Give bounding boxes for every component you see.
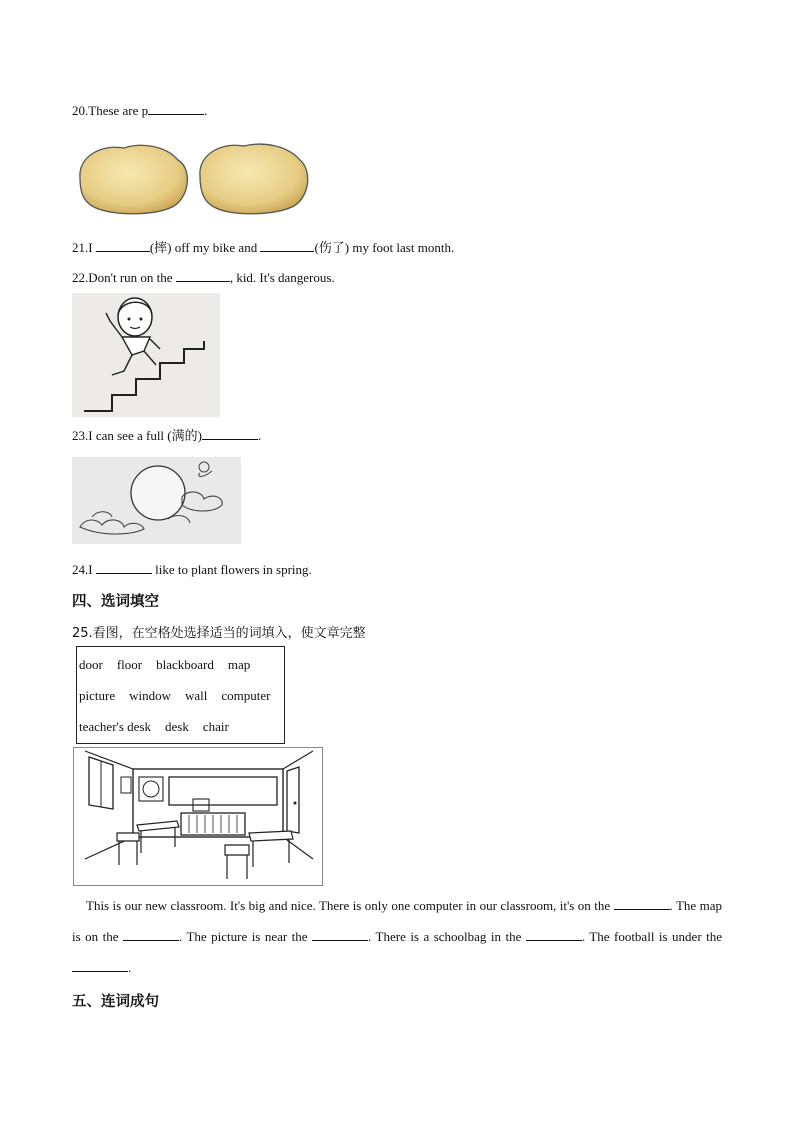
classroom-icon [73,747,323,886]
answer-blank[interactable] [96,561,152,574]
answer-blank[interactable] [148,102,204,115]
question-21: 21.I (摔) off my bike and (伤了) my foot last month. [72,240,455,255]
word-bank-row: door floor blackboard map [79,657,251,672]
potato-icon [74,138,312,216]
boy-running-stairs-icon [72,293,220,417]
q20-text: 20.These are p [72,103,149,118]
question-23: 23.I can see a full (满的) . [72,428,262,443]
word-bank-row: picture window wall computer [79,688,271,703]
answer-blank[interactable] [526,928,582,941]
answer-blank[interactable] [260,239,314,252]
answer-blank[interactable] [202,427,258,440]
answer-blank[interactable] [96,239,150,252]
q25-passage: This is our new classroom. It's big and nice. There is only one computer in our classroom, it's on the . The map is on the . The picture is near the . There is a schoolbag in the . The football is under the . [72,898,722,975]
question-24: 24.I like to plant flowers in spring. [72,562,312,577]
question-22: 22.Don't run on the , kid. It's dangerous. [72,270,335,285]
answer-blank[interactable] [123,928,179,941]
word-bank-row: teacher's desk desk chair [79,719,229,734]
question-20: 20.These are p . [72,103,208,118]
answer-blank[interactable] [614,897,670,910]
q25-instruction: 25.看图，在空格处选择适当的词填入，使文章完整 [72,626,366,641]
section-heading: 四、选词填空 [72,594,159,610]
answer-blank[interactable] [72,959,128,972]
answer-blank[interactable] [312,928,368,941]
full-moon-icon [72,457,241,544]
section-heading: 五、连词成句 [72,994,159,1010]
answer-blank[interactable] [176,269,230,282]
word-bank [76,646,285,744]
